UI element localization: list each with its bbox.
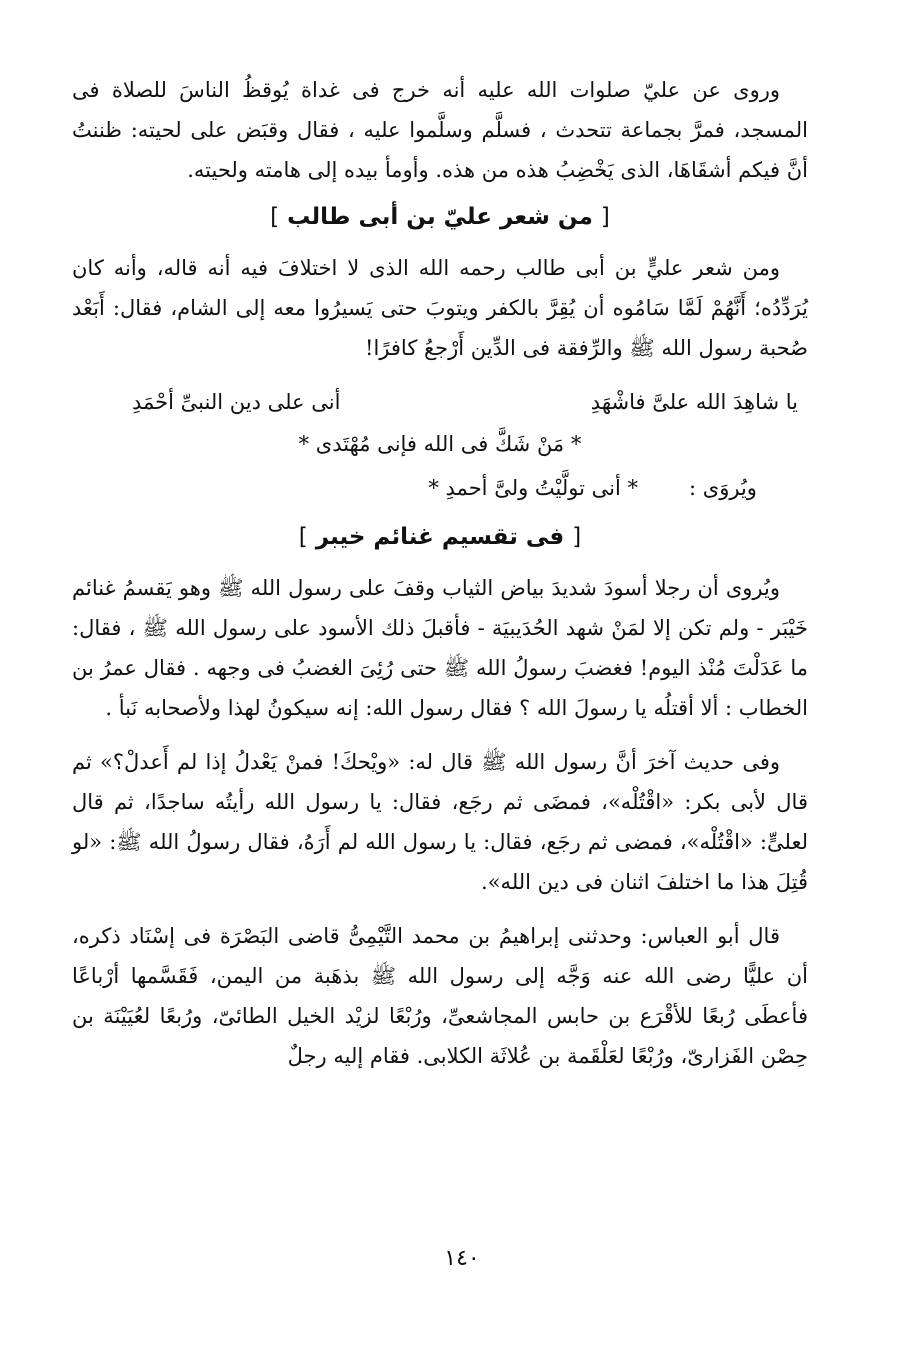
paragraph-ali-poetry: ومن شعر عليٍّ بن أبى طالب رحمه الله الذى لا اختلافَ فيه أنه قاله، وأنه كان يُرَدِّدُه؛ أَنَّهُمْ لَمَّا سَامُوه أن يُقِرَّ بالكفر ويتوبَ حتى يَسيرُوا معه إلى الشام، فقال: أَبَعْد صُحبة رسول الله ﷺ والرِّفقة فى الدِّين أَرْجعُ كافرًا! bbox=[72, 256, 808, 360]
verse-first-hemistich: يا شاهِدَ الله علىَّ فاشْهَدِ bbox=[590, 390, 798, 414]
verse-variant-label: ويُروَى : bbox=[689, 476, 757, 500]
paragraph-other-hadith: وفى حديث آخرَ أنَّ رسول الله ﷺ قال له: «ويْحكَ! فمنْ يَعْدلُ إذا لم أَعدلْ؟» ثم قال لأبى بكر: «اقْتُلْه»، فمضَى ثم رجَع، فقال: يا رسول الله رأيتُه ساجدًا، ثم قال لعلىٍّ: «اقْتُلْه»، فمضى ثم رجَع، فقال: يا رسول الله لم أَرَهُ، فقال رسولُ الله ﷺ: «لو قُتِلَ هذا ما اختلفَ اثنان فى دين الله». bbox=[72, 750, 808, 894]
section-heading-khaybar: [ فى تقسيم غنائم خيبر ] bbox=[298, 524, 582, 550]
verse-couplet bbox=[72, 382, 808, 422]
page-body bbox=[72, 70, 808, 1090]
verse-second-hemistich: أنى على دين النبىِّ أحْمَدِ bbox=[132, 390, 341, 414]
paragraph-abu-abbas: قال أبو العباس: وحدثنى إبراهيمُ بن محمد التَّيْمِىُّ قاضى البَصْرَة فى إسْنَاد ذكره، أن عليًّا رضى الله عنه وَجَّه إلى رسول الله ﷺ بذهَبة من اليمن، فَقَسَّمها أرْباعًا فأعطَى رُبعًا للأقْرَع بن حابس المجاشعىِّ، ورُبْعًا لزيْد الخيل الطائىّ، ورُبعًا لعُيَيْنَة بن حِصْن الفَزارىّ، ورُبْعًا لعَلْقَمة بن عُلاثَة الكلابى. فقام إليه رجلٌ bbox=[72, 924, 808, 1068]
paragraph-ali-dawn: وروى عن عليّ صلوات الله عليه أنه خرج فى غداة يُوقظُ الناسَ للصلاة فى المسجد، فمرَّ بجماعة تتحدث ، فسلَّم وسلَّموا عليه ، فقال وقبَض على لحيته: ظننتُ أنَّ فيكم أشقَاهَا، الذى يَخْضِبُ هذه من هذه. وأومأ بيده إلى هامته ولحيته. bbox=[72, 78, 808, 182]
verse-variant bbox=[72, 466, 808, 510]
page-number: ١٤٠ bbox=[444, 1246, 480, 1271]
verse-variant-text: * أنى تولَّيْتُ ولىَّ أحمدِ * bbox=[428, 476, 638, 500]
section-heading-ali-poetry-text: من شعر عليّ بن أبى طالب bbox=[287, 204, 593, 230]
paragraph-khaybar-spoils: ويُروى أن رجلا أسودَ شديدَ بياض الثياب وقفَ على رسول الله ﷺ وهو يَقسمُ غنائم خَيْبَر - ولم تكن إلا لمَنْ شهد الحُدَيبيَة - فأقبلَ ذلك الأسود على رسول الله ﷺ ، فقال: ما عَدَلْتَ مُنْذ اليوم! فغضبَ رسولُ الله ﷺ حتى رُئِىَ الغضبُ فى وجهه . فقال عمرُ بن الخطاب : ألا أقتلُه يا رسولَ الله ؟ فقال رسول الله: إنه سيكونُ لهذا ولأصحابه نَبأ . bbox=[72, 576, 808, 720]
section-heading-ali-poetry: [ من شعر عليّ بن أبى طالب ] bbox=[270, 204, 610, 230]
section-heading-khaybar-text: فى تقسيم غنائم خيبر bbox=[315, 524, 565, 550]
verse-single-line: * مَنْ شَكَّ فى الله فإنى مُهْتَدى * bbox=[298, 432, 582, 456]
